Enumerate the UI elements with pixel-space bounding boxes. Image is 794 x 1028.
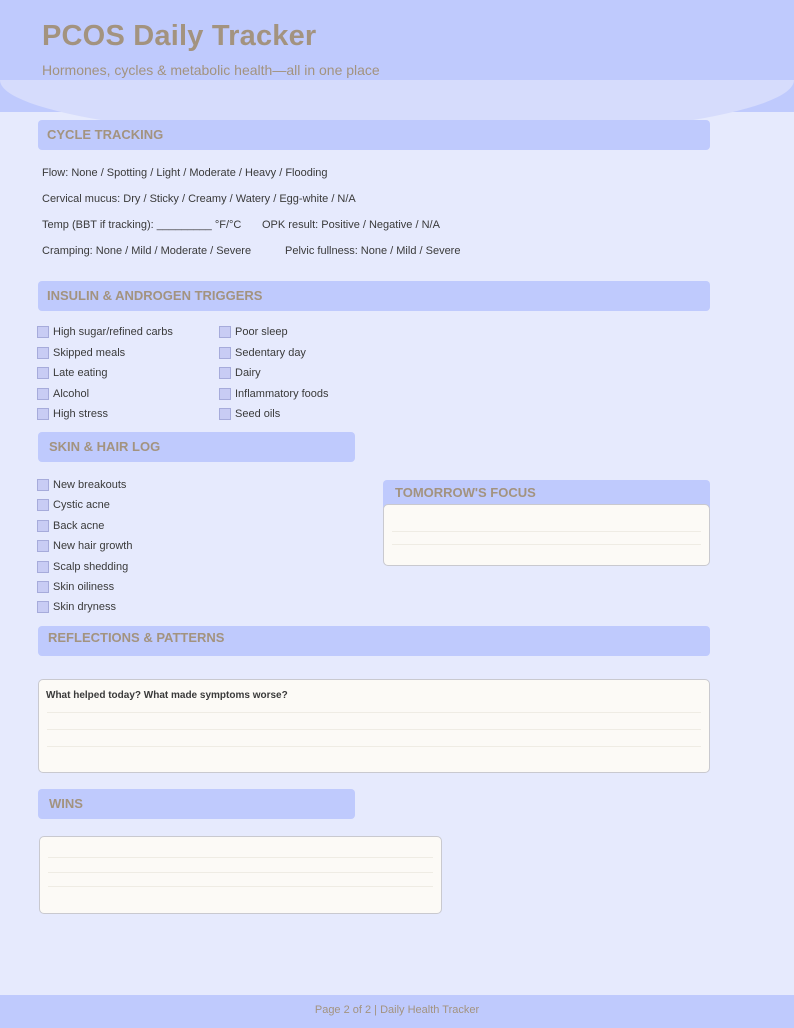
trigger-checkbox-item[interactable]: High sugar/refined carbs bbox=[37, 324, 173, 340]
skin-checkbox-item[interactable]: Skin dryness bbox=[37, 599, 116, 615]
skin-checkbox-item[interactable]: Skin oiliness bbox=[37, 579, 114, 595]
checkbox[interactable] bbox=[37, 499, 49, 511]
section-header-reflections: REFLECTIONS & PATTERNS bbox=[38, 626, 710, 656]
trigger-checkbox-item[interactable]: Inflammatory foods bbox=[219, 386, 329, 402]
trigger-checkbox-item[interactable]: Seed oils bbox=[219, 406, 280, 422]
page-title: PCOS Daily Tracker bbox=[42, 20, 317, 52]
skin-checkbox-item[interactable]: New breakouts bbox=[37, 477, 126, 493]
wins-notes-box[interactable] bbox=[39, 836, 442, 914]
writing-line bbox=[392, 531, 701, 532]
writing-line bbox=[47, 746, 701, 747]
checkbox[interactable] bbox=[219, 367, 231, 379]
section-header-skin-hair: SKIN & HAIR LOG bbox=[38, 432, 355, 462]
skin-checkbox-item[interactable]: Scalp shedding bbox=[37, 559, 128, 575]
section-header-triggers: INSULIN & ANDROGEN TRIGGERS bbox=[38, 281, 710, 311]
checkbox[interactable] bbox=[219, 408, 231, 420]
temp-line: Temp (BBT if tracking): _________ °F/°C bbox=[42, 219, 242, 231]
reflections-notes-box[interactable] bbox=[38, 679, 710, 773]
section-header-wins: WINS bbox=[38, 789, 355, 819]
page-subtitle: Hormones, cycles & metabolic health—all in one place bbox=[42, 62, 380, 78]
pelvic-fullness-line: Pelvic fullness: None / Mild / Severe bbox=[285, 245, 461, 257]
tomorrows-focus-notes-box[interactable] bbox=[383, 504, 710, 566]
page-footer: Page 2 of 2 | Daily Health Tracker bbox=[0, 995, 794, 1028]
checkbox[interactable] bbox=[37, 520, 49, 532]
checkbox[interactable] bbox=[219, 388, 231, 400]
checkbox[interactable] bbox=[37, 388, 49, 400]
cramping-line: Cramping: None / Mild / Moderate / Severe bbox=[42, 245, 252, 257]
opk-line: OPK result: Positive / Negative / N/A bbox=[262, 219, 440, 231]
checkbox[interactable] bbox=[37, 326, 49, 338]
checkbox[interactable] bbox=[37, 367, 49, 379]
writing-line bbox=[47, 729, 701, 730]
writing-line bbox=[47, 712, 701, 713]
cervical-mucus-line: Cervical mucus: Dry / Sticky / Creamy / Watery / Egg-white / N/A bbox=[42, 193, 356, 205]
trigger-checkbox-item[interactable]: High stress bbox=[37, 406, 108, 422]
writing-line bbox=[48, 857, 433, 858]
trigger-checkbox-item[interactable]: Dairy bbox=[219, 365, 261, 381]
skin-checkbox-item[interactable]: New hair growth bbox=[37, 538, 132, 554]
writing-line bbox=[48, 872, 433, 873]
reflections-prompt: What helped today? What made symptoms worse? bbox=[46, 690, 288, 701]
flow-line: Flow: None / Spotting / Light / Moderate / Heavy / Flooding bbox=[42, 167, 328, 179]
writing-line bbox=[48, 886, 433, 887]
checkbox[interactable] bbox=[37, 408, 49, 420]
trigger-checkbox-item[interactable]: Skipped meals bbox=[37, 345, 125, 361]
checkbox[interactable] bbox=[37, 601, 49, 613]
checkbox[interactable] bbox=[37, 581, 49, 593]
trigger-checkbox-item[interactable]: Poor sleep bbox=[219, 324, 288, 340]
skin-checkbox-item[interactable]: Cystic acne bbox=[37, 497, 110, 513]
checkbox[interactable] bbox=[37, 561, 49, 573]
trigger-checkbox-item[interactable]: Sedentary day bbox=[219, 345, 306, 361]
checkbox[interactable] bbox=[37, 479, 49, 491]
skin-checkbox-item[interactable]: Back acne bbox=[37, 518, 104, 534]
trigger-checkbox-item[interactable]: Alcohol bbox=[37, 386, 89, 402]
checkbox[interactable] bbox=[219, 347, 231, 359]
checkbox[interactable] bbox=[37, 540, 49, 552]
checkbox[interactable] bbox=[37, 347, 49, 359]
checkbox[interactable] bbox=[219, 326, 231, 338]
trigger-checkbox-item[interactable]: Late eating bbox=[37, 365, 107, 381]
section-header-cycle-tracking: CYCLE TRACKING bbox=[38, 120, 710, 150]
writing-line bbox=[392, 544, 701, 545]
section-header-tomorrows-focus: TOMORROW'S FOCUS bbox=[383, 480, 710, 508]
